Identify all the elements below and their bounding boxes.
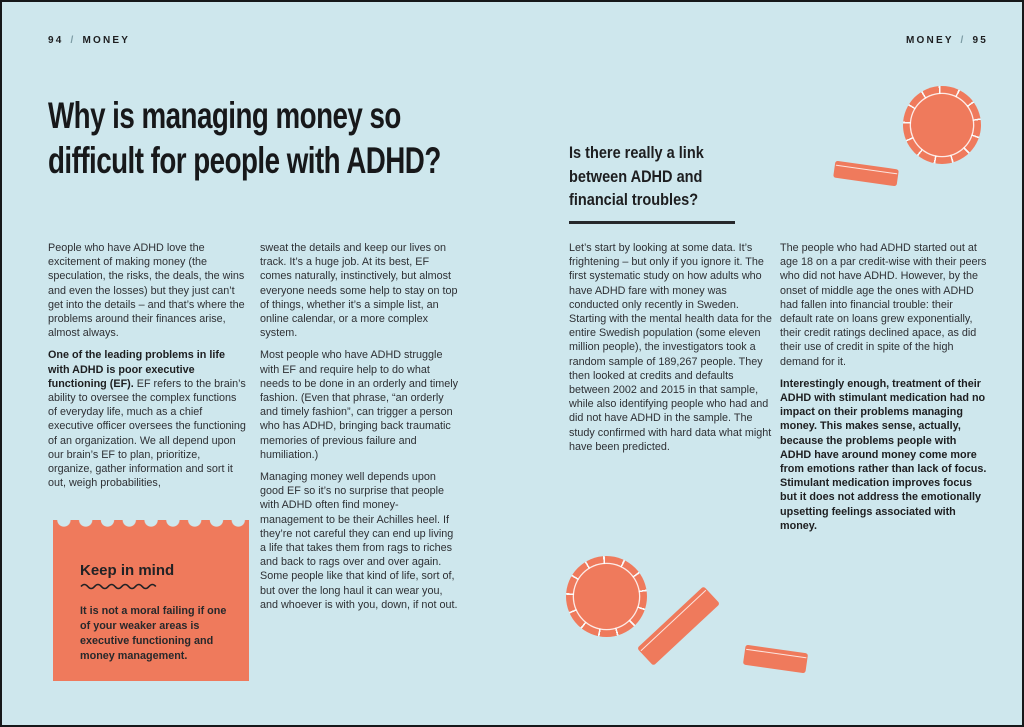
paragraph: Most people who have ADHD struggle with EF and require help to do what needs to be done in an orderly and timely fashion. (Even that phrase, “an orderly and timely fashion”, can trigger a person who has ADHD, bringing back traumatic memories of previous failure and humiliation.) — [260, 349, 459, 461]
folio-separator: / — [960, 35, 966, 46]
keep-in-mind-title: Keep in mind — [80, 562, 175, 579]
paragraph: Managing money well depends upon good EF so it’s no surprise that people with ADHD often find money-management to be their Achilles heel. If they’re not careful they can end up living a life that takes them from rags to riches and back to rags over and over again. Some people like that kind of life, sort of, but over the long haul it can wear you, and whoever is with you, down, if not out. — [260, 471, 458, 611]
folio-separator: / — [70, 35, 76, 46]
paragraph: People who have ADHD love the excitement of making money (the speculation, the risks, the deals, the wins and even the losses) but they just can’t get into the details – and that’s where the problems around their finances arise, almost always. — [48, 242, 245, 340]
page-title-line: Why is managing money so — [48, 95, 401, 136]
section-heading-line: financial troubles? — [569, 191, 699, 209]
coin-face-icon — [903, 86, 981, 164]
keep-in-mind-body: It is not a moral failing if one of your weaker areas is executive functioning and money management. — [80, 605, 227, 662]
bold-lead: One of the leading problems in life with ADHD is poor executive functioning (EF). — [48, 349, 225, 390]
wavy-underline-icon — [80, 582, 162, 590]
folio-right — [906, 35, 988, 46]
section-heading-line: Is there really a link — [569, 144, 704, 162]
paragraph: Interestingly enough, treatment of their ADHD with stimulant medication had no impact on their problems managing money. This makes sense, actually, because the problems people with ADHD have around money come more from emotions rather than lack of focus. Stimulant medication improves focus but it does not address the emotionally upsetting feelings associated with money. — [780, 377, 987, 532]
coin-edge-icon — [833, 161, 899, 187]
folio-section: MONEY — [906, 35, 954, 46]
coin-face-icon — [566, 556, 647, 637]
heading-rule — [569, 221, 735, 224]
paragraph-text: EF refers to the brain’s ability to oversee the complex functions of everyday life, much as a chief executive officer oversees the functioning of an organization. We all depend upon our brain’s EF to plan, prioritize, organize, gather information and sort it out, weigh probabilities, — [48, 377, 246, 490]
right-column-2 — [780, 241, 988, 541]
paragraph: Let’s start by looking at some data. It’s frightening – but only if you ignore it. The first systematic study on how adults who have ADHD fare with money was conducted only recently in Sweden. Starting with the mental health data for the entire Swedish population (some eleven million people), the investigators took a random sample of 189,267 people. They then looked at credits and defaults between 2002 and 2015 in that sample, while also identifying people who had and did not have ADHD in the sample. The study confirmed with hard data what might have been predicted. — [569, 242, 772, 453]
left-column-1 — [48, 241, 246, 498]
page-title-line: difficult for people with ADHD? — [48, 140, 441, 181]
paragraph — [48, 348, 246, 490]
folio-page-number: 94 — [48, 35, 64, 46]
folio-left — [48, 35, 130, 46]
section-heading-line: between ADHD and — [569, 167, 703, 186]
left-column-2 — [260, 241, 460, 620]
page-title — [48, 93, 441, 183]
section-heading — [569, 142, 704, 213]
folio-page-number: 95 — [972, 35, 988, 46]
right-column-1 — [569, 241, 777, 462]
folio-section: MONEY — [82, 35, 131, 46]
keep-in-mind-box — [53, 520, 249, 681]
coin-edge-icon — [637, 586, 720, 666]
coin-edge-icon — [743, 645, 808, 674]
paragraph: sweat the details and keep our lives on track. It’s a huge job. At its best, EF comes naturally, instinctively, but almost everyone needs some help to stay on top of things, whether it’s a simple list, an online calendar, or a more complex system. — [260, 242, 458, 340]
paragraph: The people who had ADHD started out at age 18 on a par credit-wise with their peers who did not have ADHD. However, by the onset of middle age the ones with ADHD had fallen into financial trouble: their default rate on loans grew exponentially, their credit ratings declined apace, as did their use of credit in spite of the high demand for it. — [780, 242, 987, 368]
